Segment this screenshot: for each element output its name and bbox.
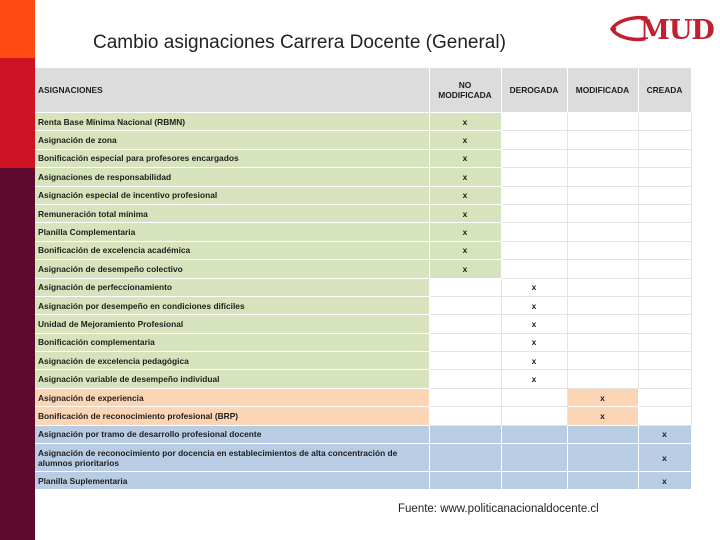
cell-no-modificada: [429, 388, 501, 406]
cell-creada: [638, 223, 691, 241]
table-row: [35, 260, 691, 278]
cell-modificada: [567, 370, 638, 388]
cell-creada: [638, 241, 691, 259]
cell-modificada: [567, 472, 638, 490]
cell-creada: [638, 204, 691, 222]
row-name: Asignación de zona: [35, 131, 429, 149]
cell-creada: [638, 113, 691, 131]
cell-creada: [638, 315, 691, 333]
table-row: [35, 370, 691, 388]
table-row: [35, 425, 691, 443]
row-name: Asignaciones de responsabilidad: [35, 168, 429, 186]
row-name: Asignación especial de incentivo profesional: [35, 186, 429, 204]
cell-derogada: [501, 131, 567, 149]
cell-derogada: [501, 260, 567, 278]
table-row: [35, 352, 691, 370]
cell-modificada: [567, 315, 638, 333]
cell-modificada: [567, 186, 638, 204]
asignaciones-table: [35, 68, 692, 490]
cell-modificada: [567, 204, 638, 222]
cell-modificada: [567, 444, 638, 472]
cell-derogada: x: [501, 315, 567, 333]
row-name: Asignación de reconocimiento por docencia en establecimientos de alta concentración de alumnos prioritarios: [35, 444, 429, 472]
cell-creada: [638, 131, 691, 149]
table-row: [35, 296, 691, 314]
cell-modificada: [567, 352, 638, 370]
cell-derogada: [501, 204, 567, 222]
cell-modificada: x: [567, 407, 638, 425]
column-header-creada: CREADA: [638, 68, 691, 113]
cell-creada: [638, 260, 691, 278]
cell-derogada: [501, 113, 567, 131]
column-header-asignaciones: ASIGNACIONES: [35, 68, 429, 113]
cell-no-modificada: [429, 370, 501, 388]
cell-modificada: [567, 113, 638, 131]
cell-creada: x: [638, 472, 691, 490]
cell-creada: [638, 149, 691, 167]
cell-no-modificada: [429, 444, 501, 472]
cell-creada: [638, 407, 691, 425]
table-row: [35, 333, 691, 351]
table-row: [35, 149, 691, 167]
cell-no-modificada: [429, 278, 501, 296]
cell-modificada: [567, 260, 638, 278]
cell-modificada: [567, 296, 638, 314]
table-row: [35, 131, 691, 149]
row-name: Asignación variable de desempeño individual: [35, 370, 429, 388]
slide-title: Cambio asignaciones Carrera Docente (General): [93, 32, 506, 53]
cell-creada: [638, 370, 691, 388]
cell-derogada: x: [501, 278, 567, 296]
cell-no-modificada: x: [429, 149, 501, 167]
cell-derogada: [501, 407, 567, 425]
cell-no-modificada: x: [429, 223, 501, 241]
cell-no-modificada: [429, 425, 501, 443]
cell-no-modificada: x: [429, 186, 501, 204]
cell-modificada: [567, 149, 638, 167]
column-header-no-modificada: NO MODIFICADA: [429, 68, 501, 113]
row-name: Planilla Complementaria: [35, 223, 429, 241]
row-name: Bonificación complementaria: [35, 333, 429, 351]
cell-derogada: [501, 444, 567, 472]
table-row: [35, 241, 691, 259]
cell-no-modificada: x: [429, 168, 501, 186]
table-row: [35, 444, 691, 472]
cell-no-modificada: [429, 315, 501, 333]
cell-creada: [638, 186, 691, 204]
row-name: Unidad de Mejoramiento Profesional: [35, 315, 429, 333]
cell-creada: [638, 333, 691, 351]
cell-modificada: [567, 168, 638, 186]
cell-creada: [638, 278, 691, 296]
mud-logo: [608, 12, 714, 48]
cell-modificada: [567, 278, 638, 296]
table-row: [35, 168, 691, 186]
cell-modificada: [567, 223, 638, 241]
table-header-row: [35, 68, 691, 113]
cell-creada: x: [638, 425, 691, 443]
row-name: Bonificación de reconocimiento profesional (BRP): [35, 407, 429, 425]
cell-derogada: [501, 472, 567, 490]
accent-band-orange: [0, 0, 35, 58]
row-name: Asignación por desempeño en condiciones difíciles: [35, 296, 429, 314]
cell-derogada: [501, 223, 567, 241]
cell-modificada: [567, 241, 638, 259]
row-name: Bonificación especial para profesores encargados: [35, 149, 429, 167]
cell-no-modificada: x: [429, 260, 501, 278]
row-name: Asignación por tramo de desarrollo profesional docente: [35, 425, 429, 443]
cell-no-modificada: [429, 296, 501, 314]
source-caption: Fuente: www.politicanacionaldocente.cl: [398, 503, 599, 515]
table-row: [35, 388, 691, 406]
cell-derogada: [501, 388, 567, 406]
cell-modificada: [567, 333, 638, 351]
cell-derogada: [501, 186, 567, 204]
column-header-derogada: DEROGADA: [501, 68, 567, 113]
cell-no-modificada: x: [429, 131, 501, 149]
row-name: Bonificación de excelencia académica: [35, 241, 429, 259]
row-name: Renta Base Mínima Nacional (RBMN): [35, 113, 429, 131]
accent-band-red: [0, 58, 35, 168]
cell-creada: [638, 352, 691, 370]
cell-creada: [638, 388, 691, 406]
table-row: [35, 278, 691, 296]
table-row: [35, 186, 691, 204]
cell-no-modificada: [429, 472, 501, 490]
accent-band-maroon: [0, 168, 35, 540]
cell-no-modificada: [429, 352, 501, 370]
cell-modificada: x: [567, 388, 638, 406]
cell-modificada: [567, 425, 638, 443]
cell-derogada: [501, 149, 567, 167]
cell-creada: [638, 168, 691, 186]
row-name: Asignación de perfeccionamiento: [35, 278, 429, 296]
table-row: [35, 204, 691, 222]
table-row: [35, 315, 691, 333]
cell-no-modificada: [429, 407, 501, 425]
cell-no-modificada: x: [429, 241, 501, 259]
row-name: Remuneración total mínima: [35, 204, 429, 222]
cell-derogada: x: [501, 333, 567, 351]
cell-creada: x: [638, 444, 691, 472]
cell-no-modificada: x: [429, 204, 501, 222]
table-row: [35, 223, 691, 241]
row-name: Asignación de desempeño colectivo: [35, 260, 429, 278]
row-name: Asignación de excelencia pedagógica: [35, 352, 429, 370]
cell-no-modificada: x: [429, 113, 501, 131]
row-name: Asignación de experiencia: [35, 388, 429, 406]
cell-derogada: [501, 425, 567, 443]
cell-derogada: x: [501, 370, 567, 388]
column-header-modificada: MODIFICADA: [567, 68, 638, 113]
row-name: Planilla Suplementaria: [35, 472, 429, 490]
logo-wordmark: MUD: [640, 15, 714, 46]
cell-derogada: x: [501, 352, 567, 370]
table-row: [35, 113, 691, 131]
cell-no-modificada: [429, 333, 501, 351]
table-row: [35, 472, 691, 490]
cell-modificada: [567, 131, 638, 149]
cell-derogada: x: [501, 296, 567, 314]
cell-derogada: [501, 168, 567, 186]
cell-creada: [638, 296, 691, 314]
cell-derogada: [501, 241, 567, 259]
table-row: [35, 407, 691, 425]
